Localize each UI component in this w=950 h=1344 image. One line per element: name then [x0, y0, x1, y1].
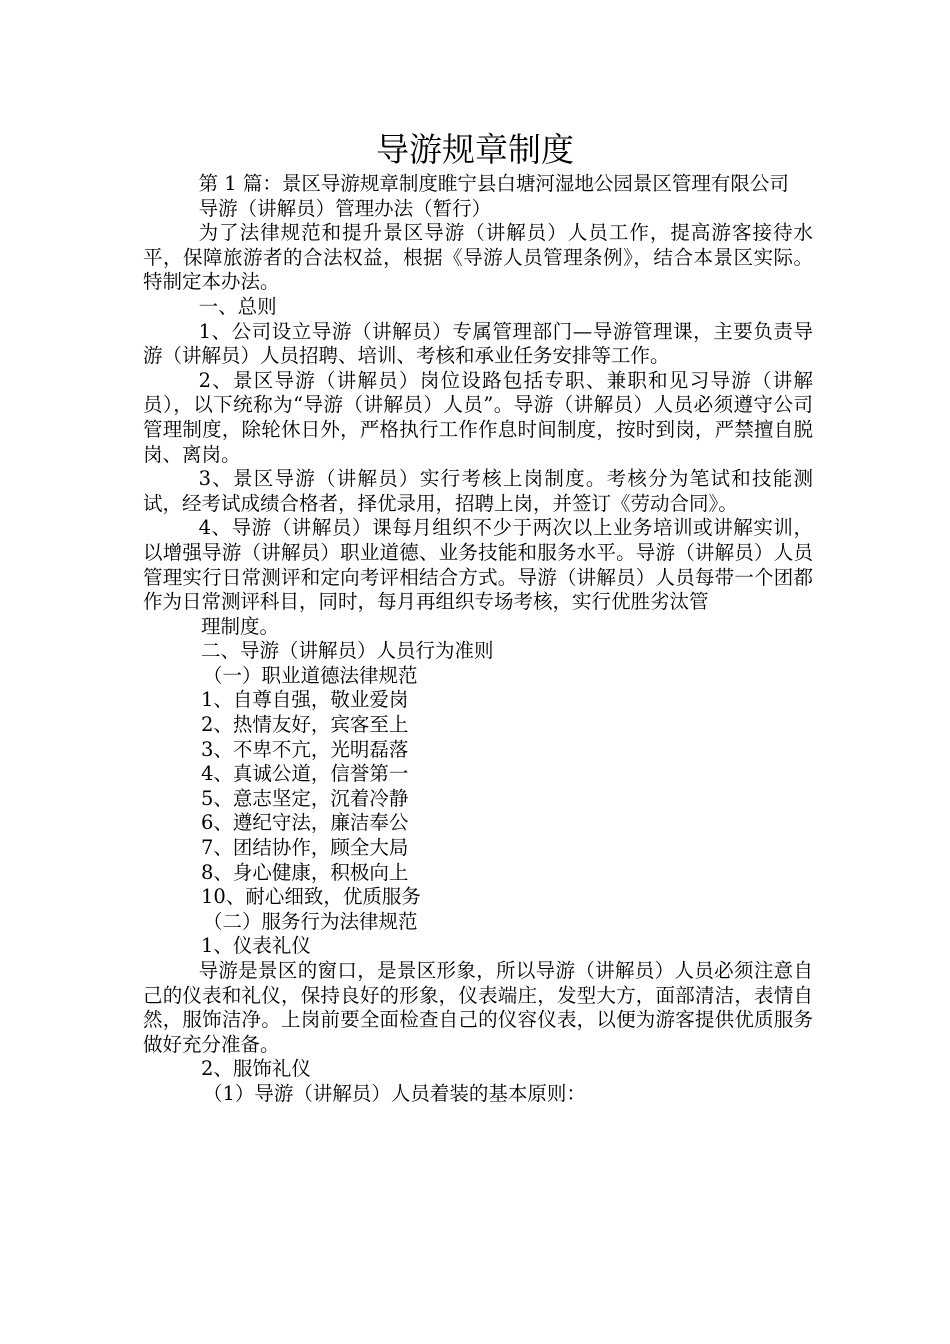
paragraph: 3、景区导游（讲解员）实行考核上岗制度。考核分为笔试和技能测试，经考试成绩合格者，择优录用，招聘上岗，并签订《劳动合同》。 [143, 467, 813, 515]
paragraph: 理制度。 [201, 614, 280, 638]
paragraph: 6、遵纪守法，廉洁奉公 [201, 811, 409, 835]
paragraph: 1、仪表礼仪 [201, 934, 311, 958]
paragraph: 导游是景区的窗口，是景区形象，所以导游（讲解员）人员必须注意自己的仪表和礼仪，保持良好的形象，仪表端庄，发型大方，面部清洁，表情自然，服饰洁净。上岗前要全面检查自己的仪容仪表，以便为游客提供优质服务做好充分准备。 [143, 959, 813, 1056]
paragraph: 导游（讲解员）管理办法（暂行） [198, 196, 492, 220]
paragraph: 第 1 篇：景区导游规章制度睢宁县白塘河湿地公园景区管理有限公司 [198, 172, 789, 195]
paragraph: 4、导游（讲解员）课每月组织不少于两次以上业务培训或讲解实训，以增强导游（讲解员）职业道德、业务技能和服务水平。导游（讲解员）人员管理实行日常测评和定向考评相结合方式。导游（讲解员）人员每带一个团都作为日常测评科目，同时，每月再组织专场考核，实行优胜劣汰管 [143, 516, 813, 614]
paragraph: 7、团结协作，顾全大局 [201, 836, 409, 860]
paragraph: 2、景区导游（讲解员）岗位设路包括专职、兼职和见习导游（讲解员），以下统称为“导游（讲解员）人员”。导游（讲解员）人员必须遵守公司管理制度，除轮休日外，严格执行工作作息时间制度，按时到岗，严禁擅自脱岗、离岗。 [143, 368, 813, 466]
paragraph: 一、总则 [198, 294, 277, 318]
paragraph: 为了法律规范和提升景区导游（讲解员）人员工作，提高游客接待水平，保障旅游者的合法权益，根据《导游人员管理条例》，结合本景区实际。特制定本办法。 [143, 221, 813, 294]
document-title: 导游规章制度 [376, 130, 574, 169]
paragraph: 5、意志坚定，沉着冷静 [201, 786, 409, 810]
document-body [143, 172, 813, 1107]
paragraph: 2、服饰礼仪 [201, 1057, 311, 1081]
paragraph: （二）服务行为法律规范 [203, 909, 418, 933]
paragraph: 1、公司设立导游（讲解员）专属管理部门—导游管理课，主要负责导游（讲解员）人员招聘、培训、考核和承业任务安排等工作。 [143, 319, 813, 368]
paragraph: （一）职业道德法律规范 [203, 663, 418, 687]
paragraph: 3、不卑不亢，光明磊落 [201, 737, 409, 761]
paragraph: 二、导游（讲解员）人员行为准则 [201, 639, 494, 663]
paragraph: 2、热情友好，宾客至上 [201, 713, 409, 737]
paragraph: 4、真诚公道，信誉第一 [201, 762, 409, 786]
paragraph: （1）导游（讲解员）人员着装的基本原则： [203, 1081, 586, 1105]
paragraph: 10、耐心细致，优质服务 [201, 885, 421, 909]
paragraph: 1、自尊自强，敬业爱岗 [201, 688, 409, 712]
paragraph: 8、身心健康，积极向上 [201, 860, 409, 884]
